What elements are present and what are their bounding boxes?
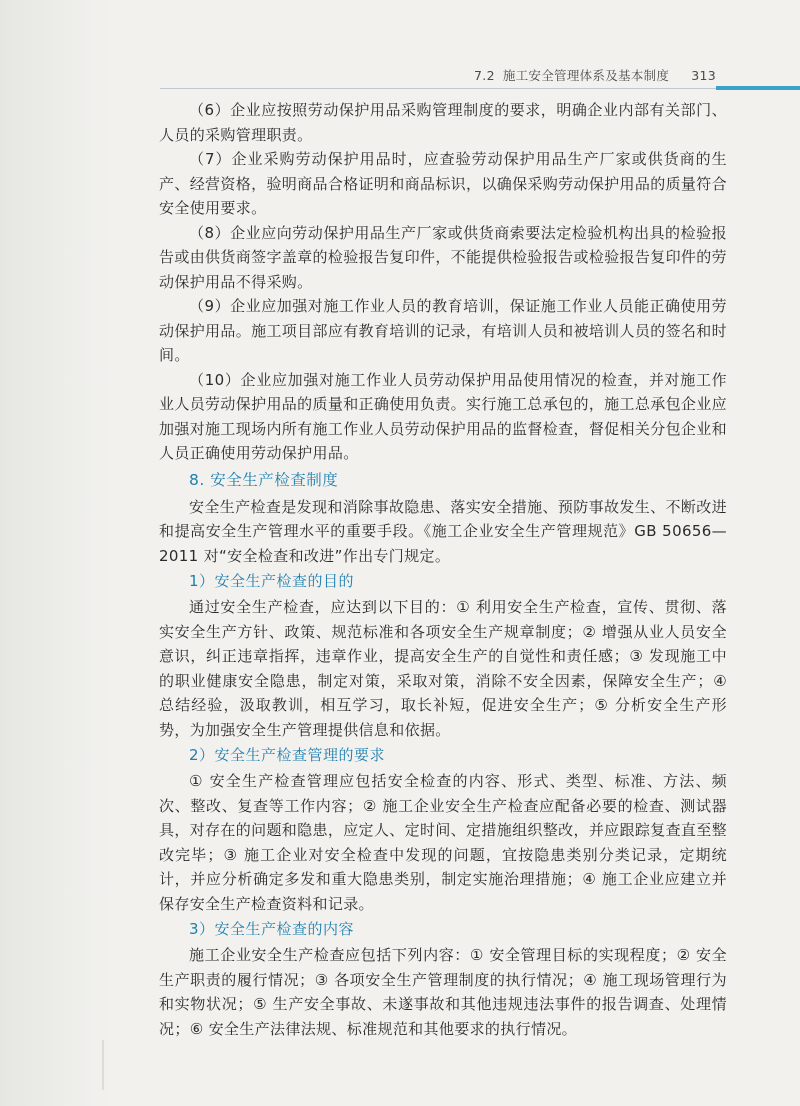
page-binding-shadow: [0, 0, 110, 1106]
subsection-text-contents: 施工企业安全生产检查应包括下列内容：① 安全管理目标的实现程度；② 安全生产职责的履行情况；③ 各项安全生产管理制度的执行情况；④ 施工现场管理行为和实物状况；⑤ 生产安全事故、未遂事故和其他违规违法事件的报告调查、处理情况；⑥ 安全生产法律法规、标准规范和其他要求的执行情况。: [159, 946, 727, 1038]
paragraph-item-9: （9）企业应加强对施工作业人员的教育培训，保证施工作业人员能正确使用劳动保护用品。施工项目部应有教育培训的记录，有培训人员和被培训人员的签名和时间。: [159, 297, 727, 364]
gutter-line: [102, 1040, 104, 1090]
paragraph-item-6: （6）企业应按照劳动保护用品采购管理制度的要求，明确企业内部有关部门、人员的采购管理职责。: [159, 101, 727, 144]
subsection-heading-requirements: 2）安全生产检查管理的要求: [189, 746, 386, 764]
header-section-title: 施工安全管理体系及基本制度: [502, 68, 670, 83]
subsection-heading-purpose: 1）安全生产检查的目的: [189, 572, 355, 590]
paragraph-item-8: （8）企业应向劳动保护用品生产厂家或供货商索要法定检验机构出具的检验报告或由供货商签字盖章的检验报告复印件，不能提供检验报告或检验报告复印件的劳动保护用品不得采购。: [159, 223, 727, 291]
section-heading: 8. 安全生产检查制度: [189, 470, 339, 489]
subsection-text-requirements: ① 安全生产检查管理应包括安全检查的内容、形式、类型、标准、方法、频次、整改、复查等工作内容；② 施工企业安全生产检查应配备必要的检查、测试器具，对存在的问题和隐患，应定人、定时间、定措施组织整改，并应跟踪复查直至整改完毕；③ 施工企业对安全检查中发现的问题，宜按隐患类别分类记录，定期统计，并应分析确定多发和重大隐患类别，制定实施治理措施；④ 施工企业应建立并保存安全生产检查资料和记录。: [159, 772, 727, 913]
subsection-text-purpose: 通过安全生产检查，应达到以下目的：① 利用安全生产检查，宣传、贯彻、落实安全生产方针、政策、规范标准和各项安全生产规章制度；② 增强从业人员安全意识，纠正违章指挥，违章作业，提高安全生产的自觉性和责任感；③ 发现施工中的职业健康安全隐患，制定对策，采取对策，消除不安全因素，保障安全生产；④ 总结经验，汲取教训，相互学习，取长补短，促进安全生产；⑤ 分析安全生产形势，为加强安全生产管理提供信息和依据。: [159, 598, 727, 739]
header-section-number: 7.2: [474, 67, 495, 83]
page-body: [159, 98, 727, 1041]
page-number: 313: [691, 67, 716, 83]
subsection-heading-contents: 3）安全生产检查的内容: [189, 920, 355, 938]
header-rule: [160, 88, 716, 89]
paragraph-item-10: （10）企业应加强对施工作业人员劳动保护用品使用情况的检查，并对施工作业人员劳动保护用品的质量和正确使用负责。实行施工总承包的，施工总承包企业应加强对施工现场内所有施工作业人员劳动保护用品的监督检查，督促相关分包企业和人员正确使用劳动保护用品。: [159, 370, 727, 462]
paragraph-item-7: （7）企业采购劳动保护用品时，应查验劳动保护用品生产厂家或供货商的生产、经营资格，验明商品合格证明和商品标识，以确保采购劳动保护用品的质量符合安全使用要求。: [159, 150, 727, 217]
section-intro: 安全生产检查是发现和消除事故隐患、落实安全措施、预防事故发生、不断改进和提高安全生产管理水平的重要手段。《施工企业安全生产管理规范》GB 50656—2011 对“安全检查和改进”作出专门规定。: [159, 497, 727, 565]
running-header: [160, 64, 716, 86]
header-accent-bar: [716, 86, 800, 90]
